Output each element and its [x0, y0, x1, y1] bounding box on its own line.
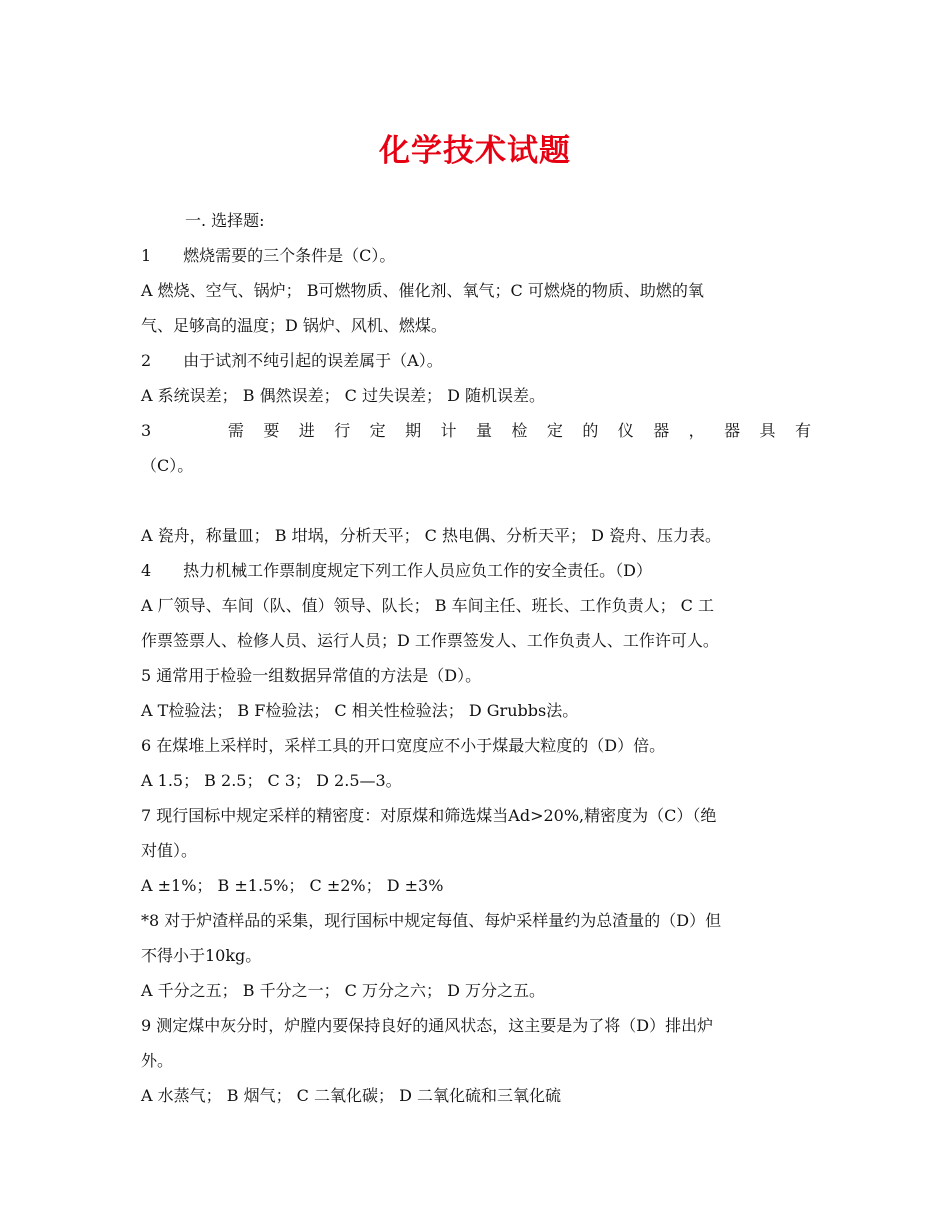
blank-line: [141, 483, 811, 518]
question-7-options: A ±1%； B ±1.5%； C ±2%； D ±3%: [141, 876, 444, 895]
question-9-options: A 水蒸气； B 烟气； C 二氧化碳； D 二氧化硫和三氧化硫: [141, 1086, 561, 1105]
question-1: 1 燃烧需要的三个条件是（C）。: [141, 246, 396, 265]
question-4-options: A 厂领导、车间（队、值）领导、队长； B 车间主任、班长、工作负责人； C 工: [141, 596, 714, 615]
question-8-cont: 不得小于10kg。: [141, 946, 262, 965]
question-1-options-cont: 气、足够高的温度；D 锅炉、风机、燃煤。: [141, 316, 447, 335]
question-5-options: A T检验法； B F检验法； C 相关性检验法； D Grubbs法。: [141, 701, 579, 720]
document-title: 化学技术试题: [379, 133, 571, 169]
question-4-options-cont: 作票签票人、检修人员、运行人员；D 工作票签发人、工作负责人、工作许可人。: [141, 631, 719, 650]
question-7-cont: 对值）。: [141, 841, 198, 860]
question-6-options: A 1.5； B 2.5； C 3； D 2.5—3。: [141, 771, 402, 790]
question-8: *8 对于炉渣样品的采集，现行国标中规定每值、每炉采样量约为总渣量的（D）但: [141, 911, 722, 930]
question-3-cont: （C）。: [141, 456, 194, 475]
question-9-cont: 外。: [141, 1051, 174, 1070]
question-6: 6 在煤堆上采样时，采样工具的开口宽度应不小于煤最大粒度的（D）倍。: [141, 736, 666, 755]
question-5: 5 通常用于检验一组数据异常值的方法是（D）。: [141, 666, 482, 685]
question-3: 3 需 要 进 行 定 期 计 量 检 定 的 仪 器 ， 器 具 有: [141, 421, 811, 440]
section-heading: 一. 选择题:: [185, 211, 265, 230]
question-7: 7 现行国标中规定采样的精密度：对原煤和筛选煤当Ad>20%,精密度为（C）（绝: [141, 806, 717, 825]
question-9: 9 测定煤中灰分时，炉膛内要保持良好的通风状态，这主要是为了将（D）排出炉: [141, 1016, 714, 1035]
question-8-options: A 千分之五； B 千分之一； C 万分之六； D 万分之五。: [141, 981, 545, 1000]
question-3-options: A 瓷舟，称量皿； B 坩埚，分析天平； C 热电偶、分析天平； D 瓷舟、压力表。: [141, 526, 721, 545]
question-4: 4 热力机械工作票制度规定下列工作人员应负工作的安全责任。（D）: [141, 561, 653, 580]
question-2: 2 由于试剂不纯引起的误差属于（A）。: [141, 351, 443, 370]
question-1-options: A 燃烧、空气、锅炉； B可燃物质、催化剂、氧气；C 可燃烧的物质、助燃的氧: [141, 281, 704, 300]
question-2-options: A 系统误差； B 偶然误差； C 过失误差； D 随机误差。: [141, 386, 545, 405]
question-list: [141, 203, 811, 1113]
